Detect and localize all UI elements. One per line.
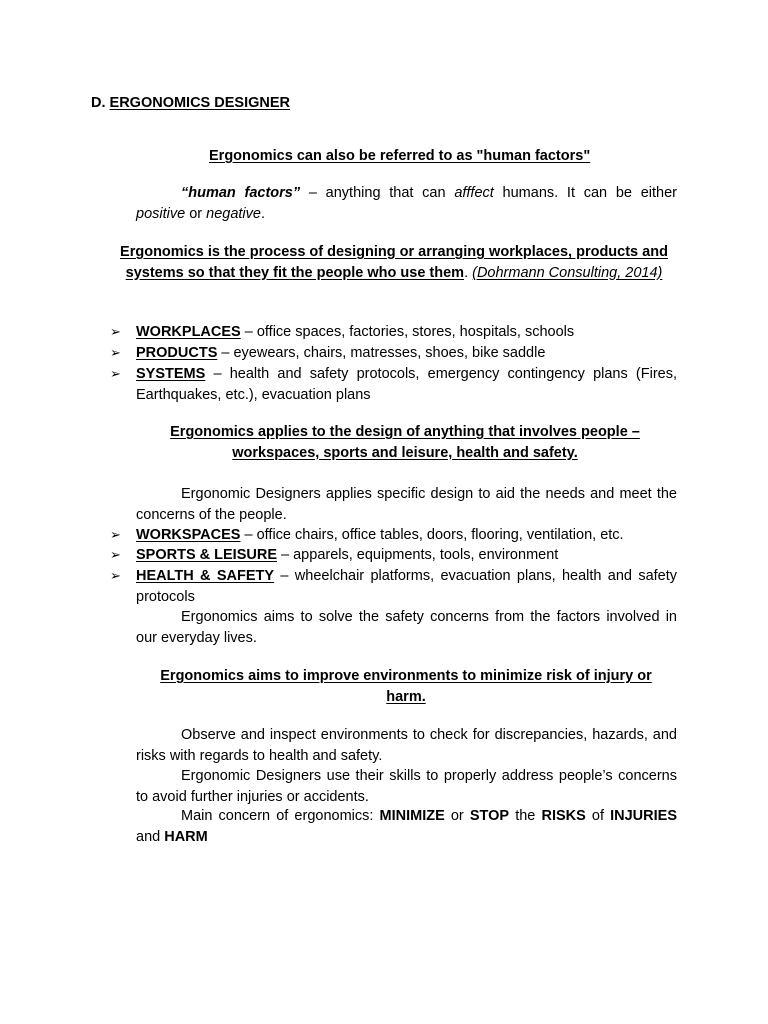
- stop-word: STOP: [469, 808, 510, 824]
- safety-concerns-paragraph: Ergonomics aims to solve the safety concerns from the factors involved in our everyday lives.: [136, 609, 677, 646]
- arrow-bullet-icon: ➢: [110, 345, 121, 360]
- definition-text: – anything that can: [300, 185, 455, 201]
- definition-term: “human factors”: [181, 185, 301, 201]
- designers-paragraph: Ergonomic Designers applies specific design to aid the needs and meet the concerns of the people.: [136, 486, 677, 523]
- list-item-text: – office chairs, office tables, doors, flooring, ventilation, etc.: [240, 527, 624, 543]
- definition-text-2: humans. It can be either: [493, 185, 677, 201]
- list-item-systems: [136, 364, 677, 405]
- definition-afffect: afffect: [454, 185, 494, 201]
- definition-paragraph: [136, 183, 677, 224]
- ergonomics-definition-paragraph: [108, 242, 680, 283]
- list-item-sports-leisure: [136, 545, 677, 566]
- or-word: or: [444, 808, 470, 824]
- injuries-word: INJURIES: [610, 808, 677, 824]
- harm-word: HARM: [164, 828, 208, 845]
- heading-improve-environments: Ergonomics aims to improve environments to minimize risk of injury or harm.: [160, 668, 652, 705]
- list-item-label: HEALTH & SAFETY: [136, 568, 275, 584]
- and-word: and: [136, 828, 165, 845]
- citation: (Dohrmann Consulting, 2014): [472, 264, 663, 281]
- arrow-bullet-icon: ➢: [110, 568, 121, 583]
- observe-paragraph: Observe and inspect environments to check for discrepancies, hazards, and risks with regards to health and safety.: [136, 727, 677, 764]
- definition-end: .: [260, 205, 265, 222]
- definition-or: or: [185, 205, 207, 222]
- list-item-text: – wheelchair platforms, evacuation plans, health and safety protocols: [136, 568, 678, 605]
- list-item-health-safety: [136, 566, 677, 607]
- main-concern-paragraph: [136, 806, 677, 847]
- list-item-text: – apparels, equipments, tools, environment: [277, 547, 559, 563]
- definition-negative: negative: [206, 205, 261, 222]
- minimize-word: MINIMIZE: [379, 808, 445, 824]
- list-item-label: PRODUCTS: [136, 345, 218, 361]
- list-item-text: – health and safety protocols, emergency contingency plans (Fires, Earthquakes, etc.), evacuation plans: [136, 366, 677, 403]
- section-letter: D.: [91, 95, 106, 111]
- arrow-bullet-icon: ➢: [110, 547, 121, 562]
- main-concern-text: Main concern of ergonomics:: [181, 808, 380, 824]
- list-item-label: SPORTS & LEISURE: [136, 547, 277, 563]
- section-title: [91, 93, 290, 114]
- arrow-bullet-icon: ➢: [110, 366, 121, 381]
- heading-human-factors: Ergonomics can also be referred to as "human factors": [209, 148, 591, 164]
- list-item-products: [136, 343, 677, 364]
- heading-applies-to-design: Ergonomics applies to the design of anything that involves people – workspaces, sports and leisure, health and safety.: [170, 424, 640, 461]
- ergonomics-definition-bold: Ergonomics is the process of designing or arranging workplaces, products and systems so that they fit the people who use them: [120, 244, 668, 281]
- of-word: of: [585, 808, 611, 824]
- ergonomics-definition-dot: .: [464, 264, 473, 281]
- list-item-workplaces: [136, 322, 677, 343]
- arrow-bullet-icon: ➢: [110, 527, 121, 542]
- definition-positive: positive: [136, 205, 186, 222]
- the-word: the: [509, 808, 542, 824]
- list-item-workspaces: [136, 525, 677, 546]
- section-title-text: ERGONOMICS DESIGNER: [109, 95, 290, 111]
- list-item-label: SYSTEMS: [136, 366, 206, 382]
- skills-paragraph: Ergonomic Designers use their skills to properly address people’s concerns to avoid further injuries or accidents.: [136, 768, 677, 805]
- arrow-bullet-icon: ➢: [110, 324, 121, 339]
- list-item-label: WORKSPACES: [136, 527, 241, 543]
- list-item-text: – eyewears, chairs, matresses, shoes, bike saddle: [217, 345, 546, 361]
- list-item-text: – office spaces, factories, stores, hospitals, schools: [240, 324, 575, 340]
- list-item-label: WORKPLACES: [136, 324, 241, 340]
- risks-word: RISKS: [541, 808, 586, 824]
